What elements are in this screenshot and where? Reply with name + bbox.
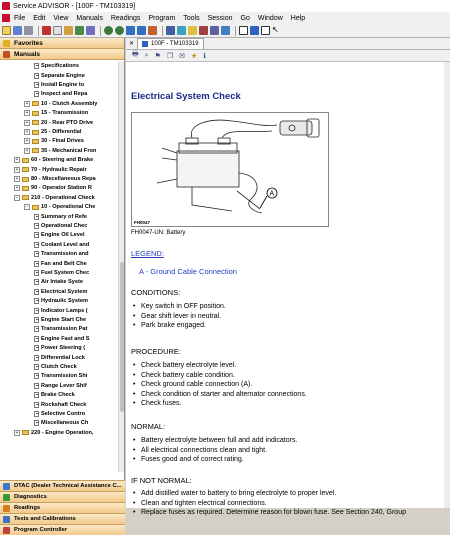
document-toolbar: [126, 50, 450, 62]
cascade-icon[interactable]: [261, 26, 270, 35]
document-icon: [34, 411, 39, 417]
normal-heading: NORMAL:: [131, 422, 166, 431]
document-menu-icon[interactable]: [2, 14, 10, 22]
tree-item-label: Transmission Shi: [41, 373, 88, 380]
tree-item-label: Coolant Level and: [41, 241, 90, 248]
tree-folder[interactable]: [14, 194, 95, 203]
folder-icon: [32, 148, 39, 153]
tree-item-label: 25 - Differential: [41, 129, 82, 136]
tree-folder[interactable]: [24, 147, 96, 156]
tree-document[interactable]: [34, 259, 87, 268]
folder-icon: [32, 101, 39, 106]
expand-toggle-icon[interactable]: +: [25, 138, 29, 145]
document-icon: [142, 41, 148, 47]
info-icon[interactable]: ℹ: [203, 52, 206, 60]
connect-icon[interactable]: [166, 26, 175, 35]
menu-program[interactable]: Program: [148, 14, 176, 22]
manuals-label: Manuals: [14, 50, 41, 58]
folder-icon: [22, 186, 29, 191]
tree-folder[interactable]: [24, 100, 97, 109]
document-icon: [34, 392, 39, 398]
document-content: [126, 62, 450, 516]
document-icon: [34, 345, 39, 351]
document-icon: [34, 279, 39, 285]
tree-item-label: 10 - Operational Che: [41, 204, 96, 211]
document-area: [126, 38, 450, 516]
tree-item-label: Power Steering (: [41, 345, 86, 352]
close-icon[interactable]: ✕: [129, 41, 135, 47]
folder-icon: [22, 430, 29, 435]
bullet-item: • Check battery cable condition.: [141, 372, 235, 379]
nav-label: DTAC (Dealer Technical Assistance C...: [14, 483, 122, 489]
forward-icon[interactable]: [115, 26, 124, 35]
tile-icon[interactable]: [250, 26, 259, 35]
procedure-heading: PROCEDURE:: [131, 347, 182, 356]
refresh-icon[interactable]: [137, 26, 146, 35]
document-icon: [34, 355, 39, 361]
toolbar-separator: [100, 26, 101, 36]
nav-section-icon: [3, 483, 10, 490]
tree-document[interactable]: [34, 382, 87, 391]
nav-tests[interactable]: [0, 513, 125, 524]
menu-tools[interactable]: Tools: [183, 14, 200, 22]
tree-folder[interactable]: [24, 128, 81, 137]
tree-document[interactable]: [34, 278, 83, 287]
tab-100f-tm103319[interactable]: [137, 38, 204, 49]
title-bar: [0, 0, 450, 12]
menu-bar: [0, 12, 450, 24]
tree-item-label: Hydraulic System: [41, 298, 88, 305]
paste-icon[interactable]: [64, 26, 73, 35]
folder-icon: [32, 120, 39, 125]
bookmark-icon[interactable]: ⚑: [154, 52, 161, 60]
tree-document[interactable]: [34, 297, 88, 306]
menu-window[interactable]: Window: [257, 14, 283, 22]
stop-icon[interactable]: [148, 26, 157, 35]
tree-item-label: 210 - Operational Check: [31, 194, 95, 201]
tree-item-label: 30 - Final Drives: [41, 138, 84, 145]
tree-item-label: Engine Oil Level: [41, 232, 85, 239]
expand-toggle-icon[interactable]: +: [15, 429, 19, 436]
star-icon: [3, 40, 10, 47]
tab-label: 100F - TM103319: [151, 41, 199, 47]
document-icon: [34, 383, 39, 389]
folder-icon: [32, 130, 39, 135]
folder-icon: [32, 139, 39, 144]
scrollbar-thumb[interactable]: [120, 262, 124, 412]
manual-tree: [0, 62, 119, 472]
tree-folder[interactable]: [14, 175, 96, 184]
nav-section-icon: [3, 516, 10, 523]
document-icon: [34, 73, 39, 79]
nav-section-icon: [3, 494, 10, 501]
tree-item-label: Separate Engine: [41, 72, 85, 79]
document-icon: [34, 420, 39, 426]
tree-document[interactable]: [34, 250, 89, 259]
conditions-heading: CONDITIONS:: [131, 288, 181, 297]
tree-folder[interactable]: [14, 184, 92, 193]
tree-document[interactable]: [34, 241, 89, 250]
document-icon: [34, 298, 39, 304]
nav-dtac[interactable]: [0, 480, 125, 491]
bullet-item: • Park brake engaged.: [141, 322, 206, 329]
tree-document[interactable]: [34, 269, 89, 278]
document-icon: [34, 326, 39, 332]
favorite-icon[interactable]: ★: [190, 52, 198, 60]
tree-item-label: 90 - Operator Station R: [31, 185, 92, 192]
favorites-label: Favorites: [14, 39, 43, 47]
tree-document[interactable]: [34, 288, 87, 297]
print-icon[interactable]: [24, 26, 33, 35]
open-icon[interactable]: [2, 26, 11, 35]
nav-label: Program Controller: [14, 527, 68, 533]
document-icon: [34, 364, 39, 370]
tree-document[interactable]: [34, 212, 87, 221]
tree-item-label: Install Engine to: [41, 82, 85, 89]
document-icon: [34, 223, 39, 229]
tree-item-label: 80 - Miscellaneous Repa: [31, 176, 96, 183]
tree-item-label: Range Lever Shif: [41, 382, 87, 389]
settings-icon[interactable]: [210, 26, 219, 35]
tree-document[interactable]: [34, 372, 87, 381]
document-icon: [34, 214, 39, 220]
favorites-header[interactable]: [0, 38, 124, 49]
tree-folder[interactable]: [14, 156, 93, 165]
left-navigation-panel: [0, 38, 125, 533]
cut-icon[interactable]: [42, 26, 51, 35]
document-tab-strip: [126, 38, 450, 50]
expand-toggle-icon[interactable]: +: [25, 147, 29, 154]
tree-item-label: Specifications: [41, 63, 79, 70]
document-icon: [34, 373, 39, 379]
expand-toggle-icon[interactable]: +: [25, 129, 29, 136]
tools-icon[interactable]: [199, 26, 208, 35]
expand-toggle-icon[interactable]: +: [15, 185, 19, 192]
page-title: Electrical System Check: [131, 91, 241, 102]
menu-file[interactable]: File: [14, 14, 26, 22]
tree-document[interactable]: [34, 306, 88, 315]
tree-item-label: 10 - Clutch Assembly: [41, 100, 98, 107]
app-icon: [2, 2, 10, 10]
tree-document[interactable]: [34, 222, 87, 231]
tree-document[interactable]: [34, 325, 87, 334]
monitor-icon[interactable]: [221, 26, 230, 35]
window-icon[interactable]: [239, 26, 248, 35]
tree-item-label: Fan and Belt Che: [41, 260, 87, 267]
tree-item-label: Engine Start Che: [41, 317, 87, 324]
print-icon[interactable]: 🖶: [132, 51, 139, 58]
bottom-navigation: [0, 480, 125, 535]
tree-item-label: Transmission Pat: [41, 326, 88, 333]
battery-illustration: [132, 113, 328, 226]
bullet-item: • Check fuses.: [141, 400, 181, 407]
bullet-item: • Battery electrolyte between full and add indicators.: [141, 437, 297, 444]
nav-label: Tests and Calibrations: [14, 516, 76, 522]
document-icon: [34, 317, 39, 323]
bullet-item: • Check battery electrolyte level.: [141, 362, 236, 369]
document-icon: [34, 91, 39, 97]
expand-toggle-icon[interactable]: +: [25, 110, 29, 117]
tree-item-label: Engine Fast and S: [41, 335, 90, 342]
manual-book-icon: [3, 51, 10, 58]
copy-icon[interactable]: [53, 26, 62, 35]
tree-document[interactable]: [34, 316, 86, 325]
toolbar-separator: [235, 26, 236, 36]
tree-item-label: Brake Check: [41, 392, 75, 399]
tree-document[interactable]: [34, 363, 77, 372]
network-icon[interactable]: [177, 26, 186, 35]
nav-section-icon: [3, 505, 10, 512]
tree-document[interactable]: [34, 410, 85, 419]
bullet-item: • Add distilled water to battery to bring electrolyte to proper level.: [141, 490, 336, 497]
tree-folder[interactable]: [14, 165, 87, 174]
tree-item-label: Inspect and Repa: [41, 91, 88, 98]
document-icon: [34, 232, 39, 238]
menu-help[interactable]: Help: [290, 14, 306, 22]
bullet-item: • Fuses good and of correct rating.: [141, 456, 244, 463]
bullet-item: • Check ground cable connection (A).: [141, 381, 252, 388]
document-icon: [34, 308, 39, 314]
email-icon[interactable]: ✉: [179, 52, 185, 60]
menu-go[interactable]: Go: [240, 14, 250, 22]
tree-item-label: Air Intake Syste: [41, 279, 83, 286]
tree-scrollbar[interactable]: [118, 62, 124, 472]
document-scrollbar[interactable]: [444, 62, 450, 508]
tree-item-label: Operational Chec: [41, 223, 88, 230]
save-icon[interactable]: [13, 26, 22, 35]
tree-document[interactable]: [34, 391, 75, 400]
document-icon: [34, 63, 39, 69]
nav-diagnostics[interactable]: [0, 491, 125, 502]
tree-item-label: Fuel System Chec: [41, 270, 90, 277]
tree-item-label: 15 - Transmission: [41, 110, 89, 117]
document-icon: [34, 289, 39, 295]
tree-folder[interactable]: [14, 429, 93, 438]
folder-icon: [32, 205, 39, 210]
figure-caption: FH0047-UN: Battery: [131, 230, 186, 236]
toolbar-separator: [38, 26, 39, 36]
expand-toggle-icon[interactable]: +: [15, 166, 19, 173]
tree-item-label: 35 - Mechanical Fron: [41, 147, 97, 154]
folder-icon: [22, 167, 29, 172]
tree-item-label: Clutch Check: [41, 364, 77, 371]
tree-document[interactable]: [34, 90, 87, 99]
tree-document[interactable]: [34, 353, 85, 362]
document-icon: [34, 261, 39, 267]
menu-view[interactable]: View: [53, 14, 69, 22]
nav-label: Diagnostics: [14, 494, 47, 500]
main-toolbar: [0, 24, 450, 38]
expand-toggle-icon[interactable]: +: [15, 157, 19, 164]
tree-document[interactable]: [34, 81, 84, 90]
legend-heading[interactable]: LEGEND:: [131, 249, 164, 258]
tree-item-label: Electrical System: [41, 288, 88, 295]
bullet-item: • Check condition of starter and alternator connections.: [141, 391, 307, 398]
tree-item-label: 20 - Rear PTO Drive: [41, 119, 94, 126]
tree-folder[interactable]: [24, 109, 88, 118]
document-icon: [34, 82, 39, 88]
figure-code: FH0047: [134, 220, 151, 225]
tree-folder[interactable]: [24, 137, 84, 146]
home-icon[interactable]: [126, 26, 135, 35]
tree-document[interactable]: [34, 335, 90, 344]
bullet-item: • Key switch in OFF position.: [141, 303, 226, 310]
document-icon: [34, 336, 39, 342]
expand-toggle-icon[interactable]: −: [15, 194, 19, 201]
toolbar-separator: [162, 26, 163, 36]
expand-toggle-icon[interactable]: −: [25, 204, 29, 211]
tree-document[interactable]: [34, 62, 79, 71]
callout-a-marker: A: [269, 190, 275, 198]
if-not-normal-heading: IF NOT NORMAL:: [131, 476, 192, 485]
document-icon: [34, 251, 39, 257]
nav-readings[interactable]: [0, 502, 125, 513]
nav-program[interactable]: [0, 524, 125, 535]
search-icon[interactable]: ⌕: [144, 51, 149, 59]
menu-readings[interactable]: Readings: [110, 14, 141, 22]
tree-item-label: Rockshaft Check: [41, 401, 87, 408]
nav-section-icon: [3, 527, 10, 534]
tree-item-label: Selective Contro: [41, 411, 86, 418]
tree-document[interactable]: [34, 344, 85, 353]
document-icon: [34, 402, 39, 408]
tree-document[interactable]: [34, 400, 86, 409]
tree-document[interactable]: [34, 231, 85, 240]
tree-document[interactable]: [34, 71, 85, 80]
bullet-item: • Replace fuses as required. Determine reason for blown fuse. See Section 240, Group: [141, 509, 406, 516]
bullet-item: • All electrical connections clean and tight.: [141, 447, 267, 454]
folder-icon: [22, 195, 29, 200]
key-icon[interactable]: [188, 26, 197, 35]
bullet-item: • Clean and tighten electrical connections.: [141, 500, 267, 507]
document-icon: [34, 242, 39, 248]
copy-icon[interactable]: ❐: [166, 52, 174, 60]
folder-icon: [22, 158, 29, 163]
nav-label: Readings: [14, 505, 41, 511]
search-icon[interactable]: [86, 26, 95, 35]
folder-icon: [22, 177, 29, 182]
manuals-header[interactable]: [0, 49, 124, 60]
menu-edit[interactable]: Edit: [33, 14, 46, 22]
folder-icon: [32, 111, 39, 116]
battery-figure: [131, 112, 329, 227]
document-icon: [34, 270, 39, 276]
legend-item-a[interactable]: A - Ground Cable Connection: [139, 267, 237, 276]
expand-toggle-icon[interactable]: +: [15, 176, 19, 183]
menu-manuals[interactable]: Manuals: [76, 14, 103, 22]
tree-item-label: 220 - Engine Operation,: [31, 429, 94, 436]
tree-folder[interactable]: [24, 118, 93, 127]
tree-item-label: Differential Lock: [41, 354, 85, 361]
tree-item-label: Indicator Lamps (: [41, 307, 88, 314]
menu-session[interactable]: Session: [207, 14, 233, 22]
help-pointer-icon[interactable]: ↖: [272, 25, 279, 34]
tree-item-label: Miscellaneous Ch: [41, 420, 89, 427]
back-icon[interactable]: [104, 26, 113, 35]
window-title: Service ADVISOR - [100F - TM103319]: [13, 2, 136, 10]
tree-item-label: Transmission and: [41, 251, 89, 258]
bullet-item: • Gear shift lever in neutral.: [141, 313, 221, 320]
tree-item-label: 60 - Steering and Brake: [31, 157, 94, 164]
tree-item-label: 70 - Hydraulic Repair: [31, 166, 87, 173]
expand-toggle-icon[interactable]: +: [25, 100, 29, 107]
tree-folder[interactable]: [24, 203, 95, 212]
expand-toggle-icon[interactable]: +: [25, 119, 29, 126]
book-icon[interactable]: [75, 26, 84, 35]
tree-item-label: Summary of Refe: [41, 213, 88, 220]
tree-document[interactable]: [34, 419, 88, 428]
